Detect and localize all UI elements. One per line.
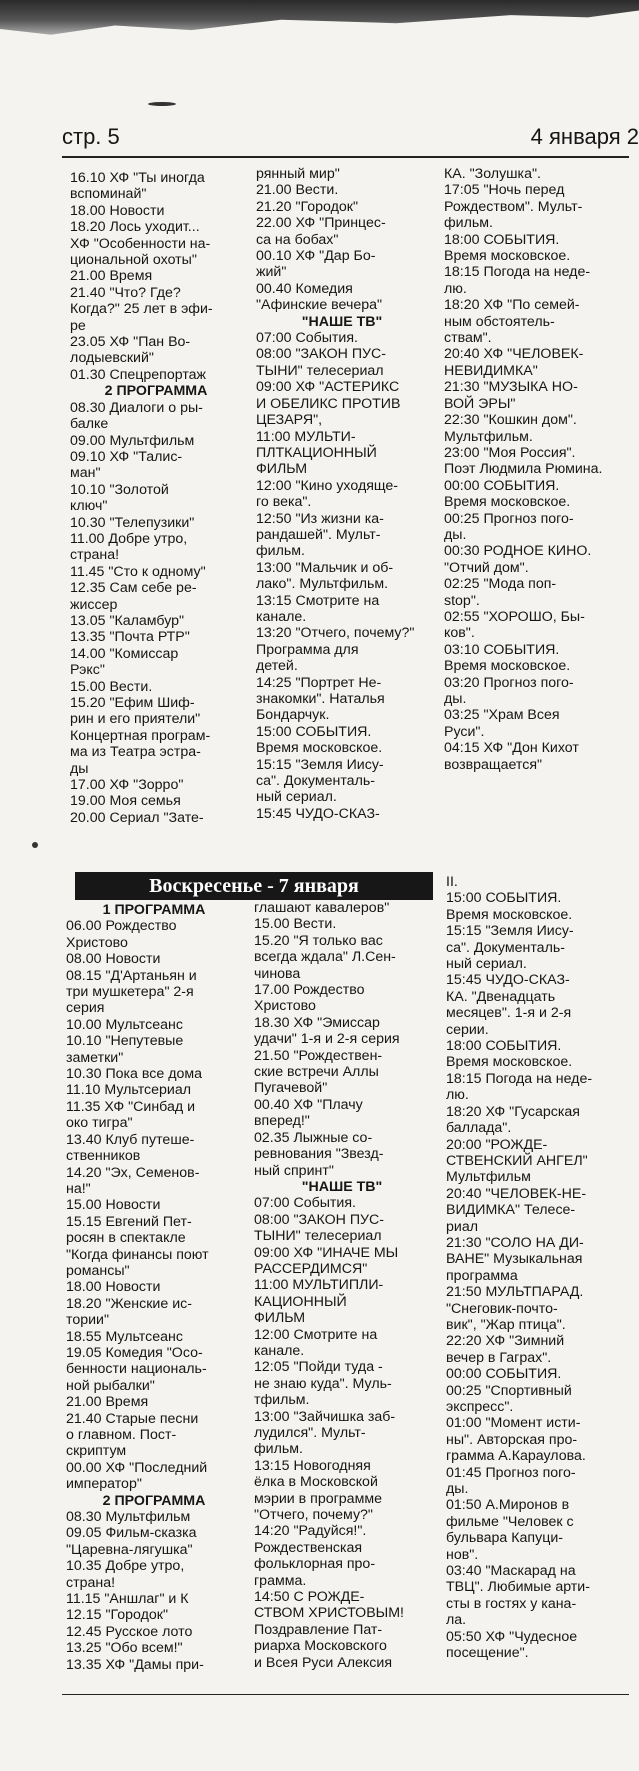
schedule-line: 21.00 Время xyxy=(70,268,153,285)
schedule-line: "Отчего, почему?" xyxy=(254,1507,373,1524)
schedule-line: ВОЙ ЭРЫ" xyxy=(444,395,516,412)
schedule-line: 11.15 "Аншлаг" и К xyxy=(66,1591,189,1608)
schedule-line: 13:15 Смотрите на xyxy=(256,592,380,609)
schedule-line: 20.00 Сериал "Зате- xyxy=(70,809,204,826)
schedule-line: ный сериал. xyxy=(446,956,527,973)
schedule-line: ВИДИМКА" Телесе- xyxy=(446,1202,576,1219)
tv-column-top-3 xyxy=(444,166,616,773)
schedule-line: КАЦИОННЫЙ xyxy=(254,1293,347,1310)
scan-mark xyxy=(32,842,38,848)
schedule-line: 02:55 "ХОРОШО, Бы- xyxy=(444,608,585,625)
schedule-line: грамма. xyxy=(254,1572,307,1589)
schedule-line: канале. xyxy=(254,1342,305,1359)
schedule-line: 15.00 Новости xyxy=(66,1197,161,1214)
schedule-line: канале. xyxy=(256,608,307,625)
schedule-line: 00:25 Прогноз пого- xyxy=(444,510,574,527)
schedule-line: фильм. xyxy=(444,215,493,232)
schedule-line: программа xyxy=(446,1267,518,1284)
schedule-line: на!" xyxy=(66,1180,91,1197)
schedule-line: 13.25 "Обо всем!" xyxy=(66,1640,183,1657)
schedule-line: 18.20 "Женские ис- xyxy=(66,1295,192,1312)
schedule-line: 21.40 Старые песни xyxy=(66,1410,199,1427)
schedule-line: лодыевский" xyxy=(70,350,154,367)
schedule-line: 09:00 ХФ "ИНАЧЕ МЫ xyxy=(254,1244,399,1261)
schedule-line: 11:00 МУЛЬТИПЛИ- xyxy=(254,1277,384,1294)
schedule-line: всегда ждала" Л.Сен- xyxy=(254,949,396,966)
schedule-line: бульвара Капуци- xyxy=(446,1530,563,1547)
tv-column-bottom-2 xyxy=(254,900,430,1671)
schedule-line: го века". xyxy=(256,494,312,511)
schedule-line: 14:50 С РОЖДЕ- xyxy=(254,1589,365,1606)
issue-date: 4 января 2 xyxy=(530,124,639,149)
schedule-line: "Афинские вечера" xyxy=(256,297,383,314)
schedule-line: мэрии в программе xyxy=(254,1490,382,1507)
schedule-line: ТЫНИ" телесериал xyxy=(256,362,384,379)
schedule-line: 10.00 Мультсеанс xyxy=(66,1016,183,1033)
schedule-line: ман" xyxy=(70,465,101,482)
schedule-line: ный спринт" xyxy=(254,1162,334,1179)
schedule-line: баллада". xyxy=(446,1120,512,1137)
schedule-line: 22:30 "Кошкин дом". xyxy=(444,412,577,429)
schedule-line: скриптум xyxy=(66,1443,127,1460)
schedule-line: Время московское. xyxy=(256,740,383,757)
schedule-line: Время московское. xyxy=(444,494,571,511)
schedule-line: 08.00 Новости xyxy=(66,951,161,968)
schedule-line: 18.20 Лось уходит... xyxy=(70,219,200,236)
schedule-line: Руси". xyxy=(444,723,485,740)
schedule-line: три мушкетера" 2-я xyxy=(66,984,194,1001)
schedule-line: ды. xyxy=(444,526,467,543)
schedule-line: са". Документаль- xyxy=(256,773,375,790)
schedule-line: 21:30 "МУЗЫКА НО- xyxy=(444,379,578,396)
schedule-line: ный сериал. xyxy=(256,789,337,806)
schedule-line: 21:50 МУЛЬТПАРАД. xyxy=(446,1284,584,1301)
schedule-line: Рэкс" xyxy=(70,662,105,679)
schedule-line: 00.10 ХФ "Дар Бо- xyxy=(256,248,376,265)
schedule-line: удачи" 1-я и 2-я серия xyxy=(254,1031,400,1048)
schedule-line: 21.50 "Рождествен- xyxy=(254,1047,383,1064)
schedule-line: Рождественская xyxy=(254,1539,363,1556)
schedule-line: 12:05 "Пойди туда - xyxy=(254,1359,383,1376)
schedule-line: 05:50 ХФ "Чудесное xyxy=(446,1628,578,1645)
schedule-line: 02.35 Лыжные со- xyxy=(254,1129,373,1146)
schedule-line: 12.45 Русское лото xyxy=(66,1623,193,1640)
schedule-line: и Всея Руси Алексия xyxy=(254,1654,392,1671)
schedule-line: Время московское. xyxy=(444,658,571,675)
schedule-line: 18.00 Новости xyxy=(66,1279,161,1296)
schedule-line: возвращается" xyxy=(444,756,543,773)
schedule-line: 10.35 Добре утро, xyxy=(66,1558,185,1575)
schedule-line: ла. xyxy=(446,1612,467,1629)
schedule-line: 09.10 ХФ "Талис- xyxy=(70,448,183,465)
schedule-line: 21:30 "СОЛО НА ДИ- xyxy=(446,1234,584,1251)
schedule-line: 18:00 СОБЫТИЯ. xyxy=(444,231,560,248)
schedule-line: Бондарчук. xyxy=(256,707,330,724)
schedule-line: серия xyxy=(66,1000,105,1017)
schedule-line: "Когда финансы поют xyxy=(66,1246,209,1263)
schedule-line: 08:00 "ЗАКОН ПУС- xyxy=(254,1211,385,1228)
torn-page-edge xyxy=(0,0,639,58)
channel-heading: 2 ПРОГРАММА xyxy=(102,1492,206,1509)
schedule-line: 14:20 "Радуйся!". xyxy=(254,1523,367,1540)
schedule-line: глашают кавалеров" xyxy=(254,900,390,916)
schedule-line: ПЛТКАЦИОННЫЙ xyxy=(256,444,377,461)
schedule-line: РАССЕРДИМСЯ" xyxy=(254,1260,368,1277)
schedule-line: заметки" xyxy=(66,1049,124,1066)
schedule-line: бенности националь- xyxy=(66,1361,207,1378)
schedule-line: 06.00 Рождество xyxy=(66,918,177,935)
schedule-line: ревнования "Звезд- xyxy=(254,1146,384,1163)
schedule-line: лудился". Мульт- xyxy=(254,1425,366,1441)
schedule-line: 00:25 "Спортивный xyxy=(446,1382,572,1399)
schedule-line: 08.15 "Д'Артаньян и xyxy=(66,967,197,984)
schedule-line: 15.00 Вести. xyxy=(70,678,153,695)
schedule-line: балке xyxy=(70,416,109,433)
schedule-line: Рождеством". Мульт- xyxy=(444,198,583,215)
schedule-line: 13:00 "Зайчишка заб- xyxy=(254,1408,396,1425)
schedule-line: рин и его приятели" xyxy=(70,711,201,728)
schedule-line: страна! xyxy=(66,1574,116,1591)
schedule-line: ключ" xyxy=(70,498,108,515)
schedule-line: сты в гостях у кана- xyxy=(446,1595,577,1612)
schedule-line: 00:00 СОБЫТИЯ. xyxy=(446,1366,562,1383)
schedule-line: 01:00 "Момент исти- xyxy=(446,1415,581,1432)
schedule-line: "Снеговик-почто- xyxy=(446,1300,558,1317)
schedule-line: ды xyxy=(70,760,89,777)
schedule-line: 19.05 Комедия "Осо- xyxy=(66,1344,203,1361)
schedule-line: 09.05 Фильм-сказка xyxy=(66,1525,197,1542)
schedule-line: 15:15 "Земля Иису- xyxy=(256,756,384,773)
schedule-line: жий" xyxy=(256,264,287,281)
schedule-line: 15:00 СОБЫТИЯ. xyxy=(256,723,372,740)
schedule-line: 17:05 "Ночь перед xyxy=(444,182,565,199)
schedule-line: 21.20 "Городок" xyxy=(256,198,358,215)
schedule-line: 15:00 СОБЫТИЯ. xyxy=(446,890,562,907)
schedule-line: ёлка в Московской xyxy=(254,1474,378,1491)
schedule-line: император" xyxy=(66,1476,142,1493)
schedule-line: Мультфильм xyxy=(446,1169,531,1186)
schedule-line: СТВОМ ХРИСТОВЫМ! xyxy=(254,1605,404,1622)
schedule-line: 10.10 "Непутевые xyxy=(66,1033,184,1050)
schedule-line: 11:00 МУЛЬТИ- xyxy=(256,428,356,445)
schedule-line: ным обстоятель- xyxy=(444,313,555,330)
schedule-line: нов". xyxy=(446,1546,479,1563)
schedule-line: ТЫНИ" телесериал xyxy=(254,1228,382,1245)
schedule-line: 15.20 "Я только вас xyxy=(254,932,383,949)
channel-heading: "НАШЕ ТВ" xyxy=(301,1178,383,1195)
schedule-line: 12.35 Сам себе ре- xyxy=(70,580,197,597)
schedule-line: вспоминай" xyxy=(70,186,147,203)
schedule-line: риарха Московского xyxy=(254,1638,387,1655)
schedule-line: 00.00 ХФ "Последний xyxy=(66,1459,208,1476)
schedule-line: 04:15 ХФ "Дон Кихот xyxy=(444,740,579,757)
schedule-line: "Царевна-лягушка" xyxy=(66,1541,193,1558)
schedule-line: 01:50 А.Миронов в xyxy=(446,1497,570,1514)
schedule-line: 00:30 РОДНОЕ КИНО. xyxy=(444,543,592,560)
schedule-line: са". Документаль- xyxy=(446,939,565,956)
schedule-line: 12:50 "Из жизни ка- xyxy=(256,510,384,527)
schedule-line: ФИЛЬМ xyxy=(254,1310,306,1327)
schedule-line: тфильм. xyxy=(254,1392,310,1409)
schedule-line: 10.10 "Золотой xyxy=(70,481,169,498)
schedule-line: ские встречи Аллы xyxy=(254,1064,379,1081)
schedule-line: 12.15 "Городок" xyxy=(66,1607,168,1624)
tv-column-top-2 xyxy=(256,166,428,822)
schedule-line: 18.30 ХФ "Эмиссар xyxy=(254,1014,380,1031)
schedule-line: 00.40 ХФ "Плачу xyxy=(254,1096,363,1113)
schedule-line: 16.10 ХФ "Ты иногда xyxy=(70,170,205,186)
schedule-line: 18.55 Мультсеанс xyxy=(66,1328,183,1345)
schedule-line: КА. "Двенадцать xyxy=(446,988,556,1005)
schedule-line: 23.05 ХФ "Пан Во- xyxy=(70,334,191,351)
schedule-line: знакомки". Наталья xyxy=(256,691,385,707)
schedule-line: 11.10 Мультсериал xyxy=(66,1082,192,1099)
schedule-line: вперед!" xyxy=(254,1113,310,1130)
schedule-line: романсы" xyxy=(66,1262,130,1279)
schedule-line: Христово xyxy=(66,934,128,951)
schedule-line: рандашей". Мульт- xyxy=(256,526,381,543)
schedule-line: 23:00 "Моя Россия". xyxy=(444,444,576,461)
schedule-line: 08:00 "ЗАКОН ПУС- xyxy=(256,346,387,363)
schedule-line: Поздравление Пат- xyxy=(254,1621,383,1638)
schedule-line: 13:15 Новогодняя xyxy=(254,1457,371,1474)
schedule-line: 20:00 "РОЖДЕ- xyxy=(446,1136,548,1153)
tv-column-bottom-1 xyxy=(66,902,242,1673)
schedule-line: Когда?" 25 лет в эфи- xyxy=(70,301,213,318)
schedule-line: И ОБЕЛИКС ПРОТИВ xyxy=(256,395,401,412)
schedule-line: II. xyxy=(446,874,458,890)
schedule-line: 10.30 "Телепузики" xyxy=(70,514,195,531)
schedule-line: 00.40 Комедия xyxy=(256,280,353,297)
page-header xyxy=(62,124,639,154)
schedule-line: 15.20 "Ефим Шиф- xyxy=(70,695,195,711)
schedule-line: 03:40 "Маскарад на xyxy=(446,1563,576,1580)
schedule-line: 21.40 "Что? Где? xyxy=(70,284,181,301)
schedule-line: посещение". xyxy=(446,1645,529,1662)
schedule-line: 03:25 "Храм Всея xyxy=(444,707,560,724)
schedule-line: о главном. Пост- xyxy=(66,1427,177,1443)
channel-heading: 2 ПРОГРАММА xyxy=(104,383,208,400)
tv-column-bottom-3 xyxy=(446,874,622,1662)
schedule-line: ков". xyxy=(444,625,475,642)
schedule-line: фильм. xyxy=(254,1441,303,1458)
schedule-line: вик", "Жар птица". xyxy=(446,1316,566,1333)
schedule-line: 18:20 ХФ "По семей- xyxy=(444,297,580,314)
schedule-line: ХФ "Особенности на- xyxy=(70,235,211,252)
schedule-line: 19.00 Моя семья xyxy=(70,793,181,810)
schedule-line: страна! xyxy=(70,547,120,564)
schedule-line: 08.30 Диалоги о ры- xyxy=(70,399,203,416)
schedule-line: СТВЕНСКИЙ АНГЕЛ" xyxy=(446,1152,588,1169)
schedule-line: 11.35 ХФ "Синбад и xyxy=(66,1098,195,1115)
schedule-line: 13.35 ХФ "Дамы при- xyxy=(66,1656,204,1673)
schedule-line: "Отчий дом". xyxy=(444,559,529,576)
schedule-line: не знаю куда". Муль- xyxy=(254,1375,392,1392)
schedule-line: ФИЛЬМ xyxy=(256,461,308,478)
schedule-line: 02:25 "Мода поп- xyxy=(444,576,557,593)
schedule-line: ЦЕЗАРЯ", xyxy=(256,412,323,429)
schedule-line: 15:45 ЧУДО-СКАЗ- xyxy=(256,805,380,822)
schedule-line: 18:15 Погода на неде- xyxy=(446,1070,593,1087)
schedule-line: Христово xyxy=(254,998,316,1015)
schedule-line: Время московское. xyxy=(444,248,571,265)
schedule-line: росян в спектакле xyxy=(66,1230,186,1247)
schedule-line: экспресс". xyxy=(446,1399,514,1415)
schedule-line: 12:00 Смотрите на xyxy=(254,1326,378,1343)
schedule-line: Пугачевой" xyxy=(254,1080,328,1097)
schedule-line: 20:40 "ЧЕЛОВЕК-НЕ- xyxy=(446,1185,587,1202)
schedule-line: 18:20 ХФ "Гусарская xyxy=(446,1103,580,1120)
schedule-line: 22:20 ХФ "Зимний xyxy=(446,1333,565,1350)
schedule-line: лю. xyxy=(444,280,467,297)
schedule-line: КА. "Золушка". xyxy=(444,166,541,182)
schedule-line: 01:45 Прогноз пого- xyxy=(446,1464,576,1481)
scan-mark xyxy=(148,102,176,106)
schedule-line: фильме "Человек с xyxy=(446,1513,574,1530)
schedule-line: 18.00 Новости xyxy=(70,202,165,219)
tv-column-top-1 xyxy=(70,170,242,826)
schedule-line: 15:45 ЧУДО-СКАЗ- xyxy=(446,972,570,989)
schedule-line: stop". xyxy=(444,592,480,609)
schedule-line: 09.00 Мультфильм xyxy=(70,432,195,449)
schedule-line: са на бобах" xyxy=(256,231,339,248)
schedule-line: тории" xyxy=(66,1312,110,1329)
schedule-line: Время московское. xyxy=(446,906,573,923)
schedule-line: ТВЦ". Любимые арти- xyxy=(446,1579,590,1596)
schedule-line: НЕВИДИМКА" xyxy=(444,362,538,379)
schedule-line: лю. xyxy=(446,1087,469,1104)
header-rule xyxy=(62,156,629,158)
schedule-line: 14.00 "Комиссар xyxy=(70,645,179,662)
schedule-line: ма из Театра эстра- xyxy=(70,744,201,761)
schedule-line: 09:00 ХФ "АСТЕРИКС xyxy=(256,379,400,396)
schedule-line: 17.00 ХФ "Зорро" xyxy=(70,777,184,794)
schedule-line: 18:00 СОБЫТИЯ. xyxy=(446,1038,562,1055)
schedule-line: чинова xyxy=(254,965,301,982)
schedule-line: ды. xyxy=(446,1481,469,1498)
schedule-line: циональной охоты" xyxy=(70,252,197,269)
schedule-line: 13:20 "Отчего, почему?" Программа для xyxy=(256,625,419,658)
schedule-line: Мультфильм. xyxy=(444,428,533,445)
footer-rule xyxy=(62,1694,629,1695)
schedule-line: Поэт Людмила Рюмина. xyxy=(444,461,603,478)
schedule-line: ственников xyxy=(66,1148,141,1165)
schedule-line: 15.15 Евгений Пет- xyxy=(66,1213,192,1230)
schedule-line: 01.30 Спецрепортаж xyxy=(70,366,207,383)
schedule-line: Концертная програм- xyxy=(70,727,211,744)
channel-heading: 1 ПРОГРАММА xyxy=(102,902,206,918)
schedule-line: 15:15 "Земля Иису- xyxy=(446,923,574,940)
schedule-line: лако". Мультфильм. xyxy=(256,576,389,593)
schedule-line: 07:00 События. xyxy=(254,1195,356,1212)
schedule-line: ной рыбалки" xyxy=(66,1377,155,1394)
schedule-line: грамма А.Караулова. xyxy=(446,1448,586,1465)
schedule-line: 17.00 Рождество xyxy=(254,982,365,999)
schedule-line: 11.00 Добре утро, xyxy=(70,530,188,547)
schedule-line: 12:00 "Кино уходяще- xyxy=(256,477,399,494)
schedule-line: месяцев". 1-я и 2-я xyxy=(446,1005,572,1022)
schedule-line: 03:20 Прогноз пого- xyxy=(444,674,574,691)
schedule-line: ствам". xyxy=(444,330,492,347)
schedule-line: 21.00 Вести. xyxy=(256,182,339,199)
schedule-line: ды. xyxy=(444,691,467,707)
section-title: Воскресенье - 7 января xyxy=(75,872,433,900)
schedule-line: детей. xyxy=(256,658,298,675)
schedule-line: серии. xyxy=(446,1021,489,1038)
schedule-line: 00:00 СОБЫТИЯ. xyxy=(444,477,560,494)
schedule-line: Время московское. xyxy=(446,1054,573,1071)
schedule-line: 21.00 Время xyxy=(66,1394,149,1411)
schedule-line: 15.00 Вести. xyxy=(254,916,337,933)
schedule-line: 13:00 "Мальчик и об- xyxy=(256,559,394,576)
schedule-line: 22.00 ХФ "Принцес- xyxy=(256,215,386,232)
schedule-line: 13.05 "Каламбур" xyxy=(70,612,185,629)
channel-heading: "НАШЕ ТВ" xyxy=(301,313,383,330)
schedule-line: 20:40 ХФ "ЧЕЛОВЕК- xyxy=(444,346,584,363)
schedule-line: око тигра" xyxy=(66,1115,133,1132)
schedule-line: 03:10 СОБЫТИЯ. xyxy=(444,641,560,658)
schedule-line: фольклорная про- xyxy=(254,1556,376,1573)
schedule-line: ре xyxy=(70,317,86,334)
schedule-line: 11.45 "Сто к одному" xyxy=(70,563,206,580)
schedule-line: ны". Авторская про- xyxy=(446,1431,578,1448)
schedule-line: 13.40 Клуб путеше- xyxy=(66,1131,195,1148)
schedule-line: 14:25 "Портрет Не- xyxy=(256,674,382,691)
schedule-line: риал xyxy=(446,1218,478,1235)
schedule-line: рянный мир" xyxy=(256,166,340,182)
page-number: стр. 5 xyxy=(62,124,120,149)
schedule-line: 18:15 Погода на неде- xyxy=(444,264,591,281)
schedule-line: вечер в Гаграх". xyxy=(446,1349,552,1366)
schedule-line: ВАНЕ" Музыкальная xyxy=(446,1251,583,1268)
schedule-line: 07:00 События. xyxy=(256,330,358,347)
schedule-line: 14.20 "Эх, Семенов- xyxy=(66,1164,200,1181)
schedule-line: 10.30 Пока все дома xyxy=(66,1066,203,1083)
schedule-line: 08.30 Мультфильм xyxy=(66,1509,191,1526)
schedule-line: фильм. xyxy=(256,543,305,560)
schedule-line: 13.35 "Почта РТР" xyxy=(70,629,190,646)
schedule-line: жиссер xyxy=(70,596,118,613)
